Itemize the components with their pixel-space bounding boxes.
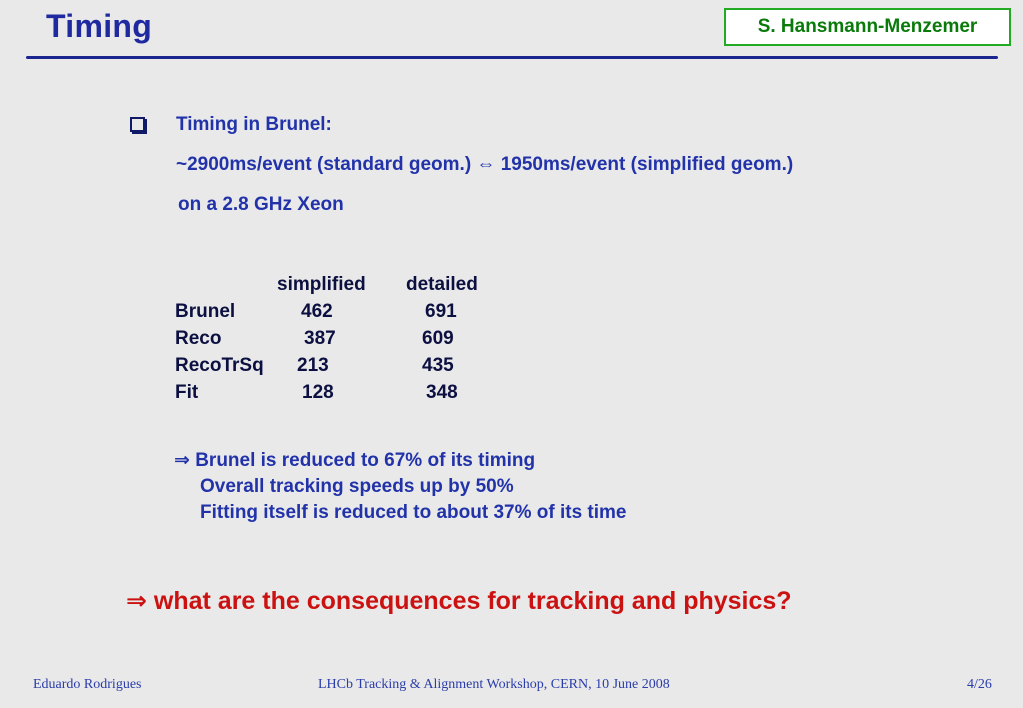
table-row-name: Brunel [175,301,236,322]
table-row-name: Reco [175,328,222,349]
table-header-simplified: simplified [277,274,366,295]
table-row-name: Fit [175,382,199,403]
table-cell-simplified: 128 [302,382,334,403]
table-cell-detailed: 609 [422,328,454,349]
author-name: S. Hansmann-Menzemer [757,16,978,37]
checkbox-bullet-icon [130,117,145,132]
author-box [724,8,1011,46]
bullet-line-timing: ~2900ms/event (standard geom.) ⇔ 1950ms/event (simplified geom.) [176,154,794,175]
table-cell-detailed: 348 [426,382,458,403]
result-tracking: Overall tracking speeds up by 50% [200,476,514,497]
title-divider [26,56,998,59]
bullet-line-cpu: on a 2.8 GHz Xeon [178,194,344,215]
table-cell-simplified: 462 [301,301,333,322]
table-cell-detailed: 691 [425,301,457,322]
result-fitting: Fitting itself is reduced to about 37% of its time [200,502,627,523]
table-cell-detailed: 435 [422,355,454,376]
slide-title: Timing [46,8,153,44]
table-row-name: RecoTrSq [175,355,264,376]
footer-page-number: 4/26 [967,677,992,692]
table-cell-simplified: 213 [297,355,329,376]
table-cell-simplified: 387 [304,328,336,349]
result-brunel: ⇒ Brunel is reduced to 67% of its timing [174,450,536,471]
footer-presenter: Eduardo Rodrigues [33,677,142,692]
table-header-detailed: detailed [406,274,478,295]
footer-event: LHCb Tracking & Alignment Workshop, CERN, 10 June 2008 [318,677,670,692]
conclusion-question: ⇒ what are the consequences for tracking and physics? [126,587,792,615]
bullet-heading: Timing in Brunel: [176,114,332,135]
